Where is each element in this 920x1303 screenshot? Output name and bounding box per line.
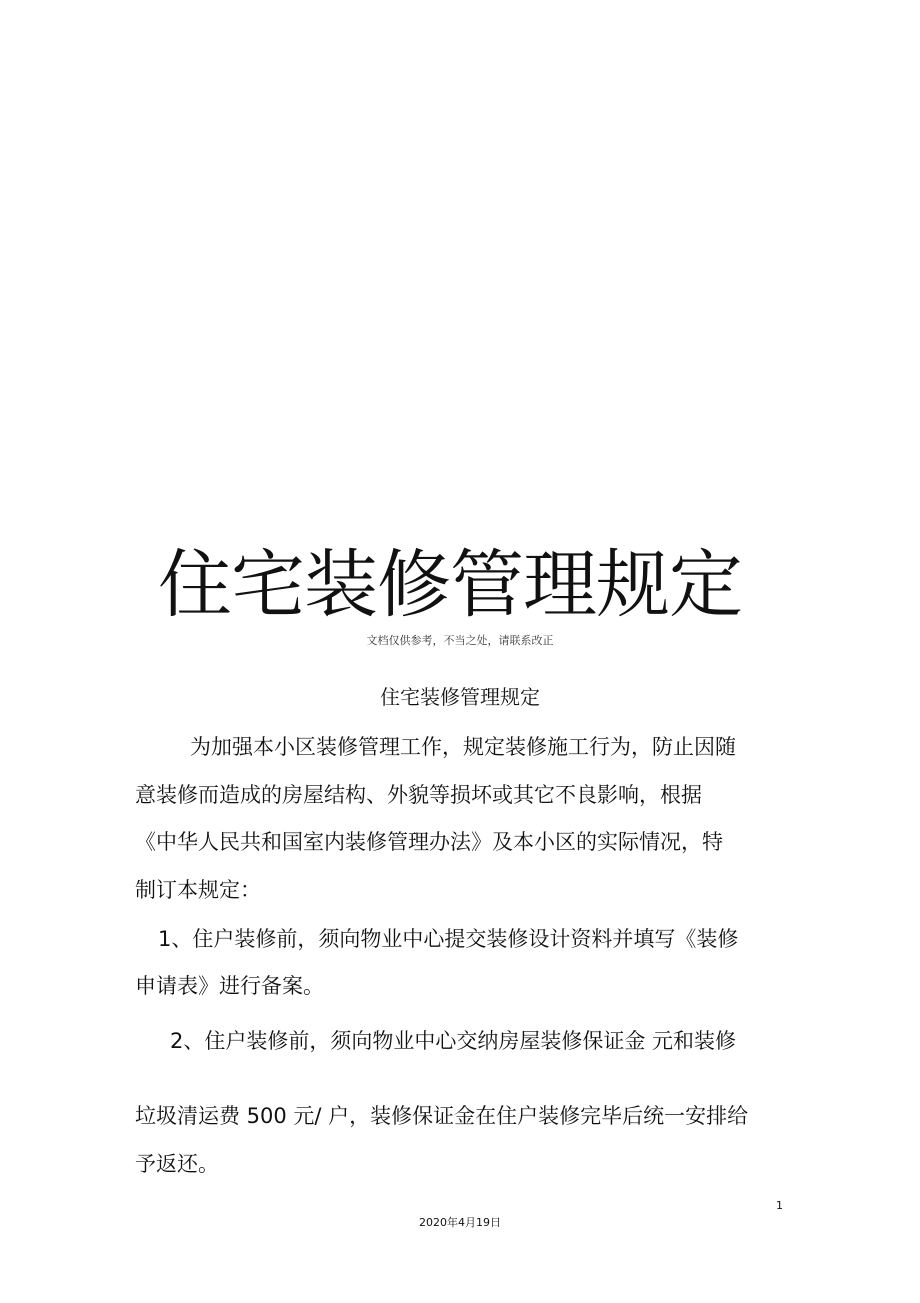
paragraph-line: 1、住户装修前，须向物业中心提交装修设计资料并填写《装修 (158, 927, 739, 951)
watermark-note: 文档仅供参考，不当之处，请联系改正 (366, 634, 554, 647)
section-title: 住宅装修管理规定 (380, 685, 540, 709)
footer-date: 2020年4月19日 (419, 1216, 501, 1229)
paragraph-line: 为加强本小区装修管理工作，规定装修施工行为，防止因随 (190, 735, 736, 759)
paragraph-line: 2、住户装修前，须向物业中心交纳房屋装修保证金 元和装修 (170, 1029, 737, 1053)
paragraph-line: 垃圾清运费 500 元/ 户，装修保证金在住户装修完毕后统一安排给 (135, 1104, 749, 1128)
paragraph-line: 予返还。 (135, 1152, 219, 1176)
document-title: 住宅装修管理规定 (158, 542, 742, 628)
paragraph-line: 《中华人民共和国室内装修管理办法》及本小区的实际情况，特 (135, 830, 723, 854)
page-number: 1 (776, 1199, 783, 1212)
paragraph-line: 申请表》进行备案。 (135, 974, 324, 998)
paragraph-line: 意装修而造成的房屋结构、外貌等损坏或其它不良影响，根据 (135, 783, 702, 807)
paragraph-line: 制订本规定： (135, 878, 261, 902)
